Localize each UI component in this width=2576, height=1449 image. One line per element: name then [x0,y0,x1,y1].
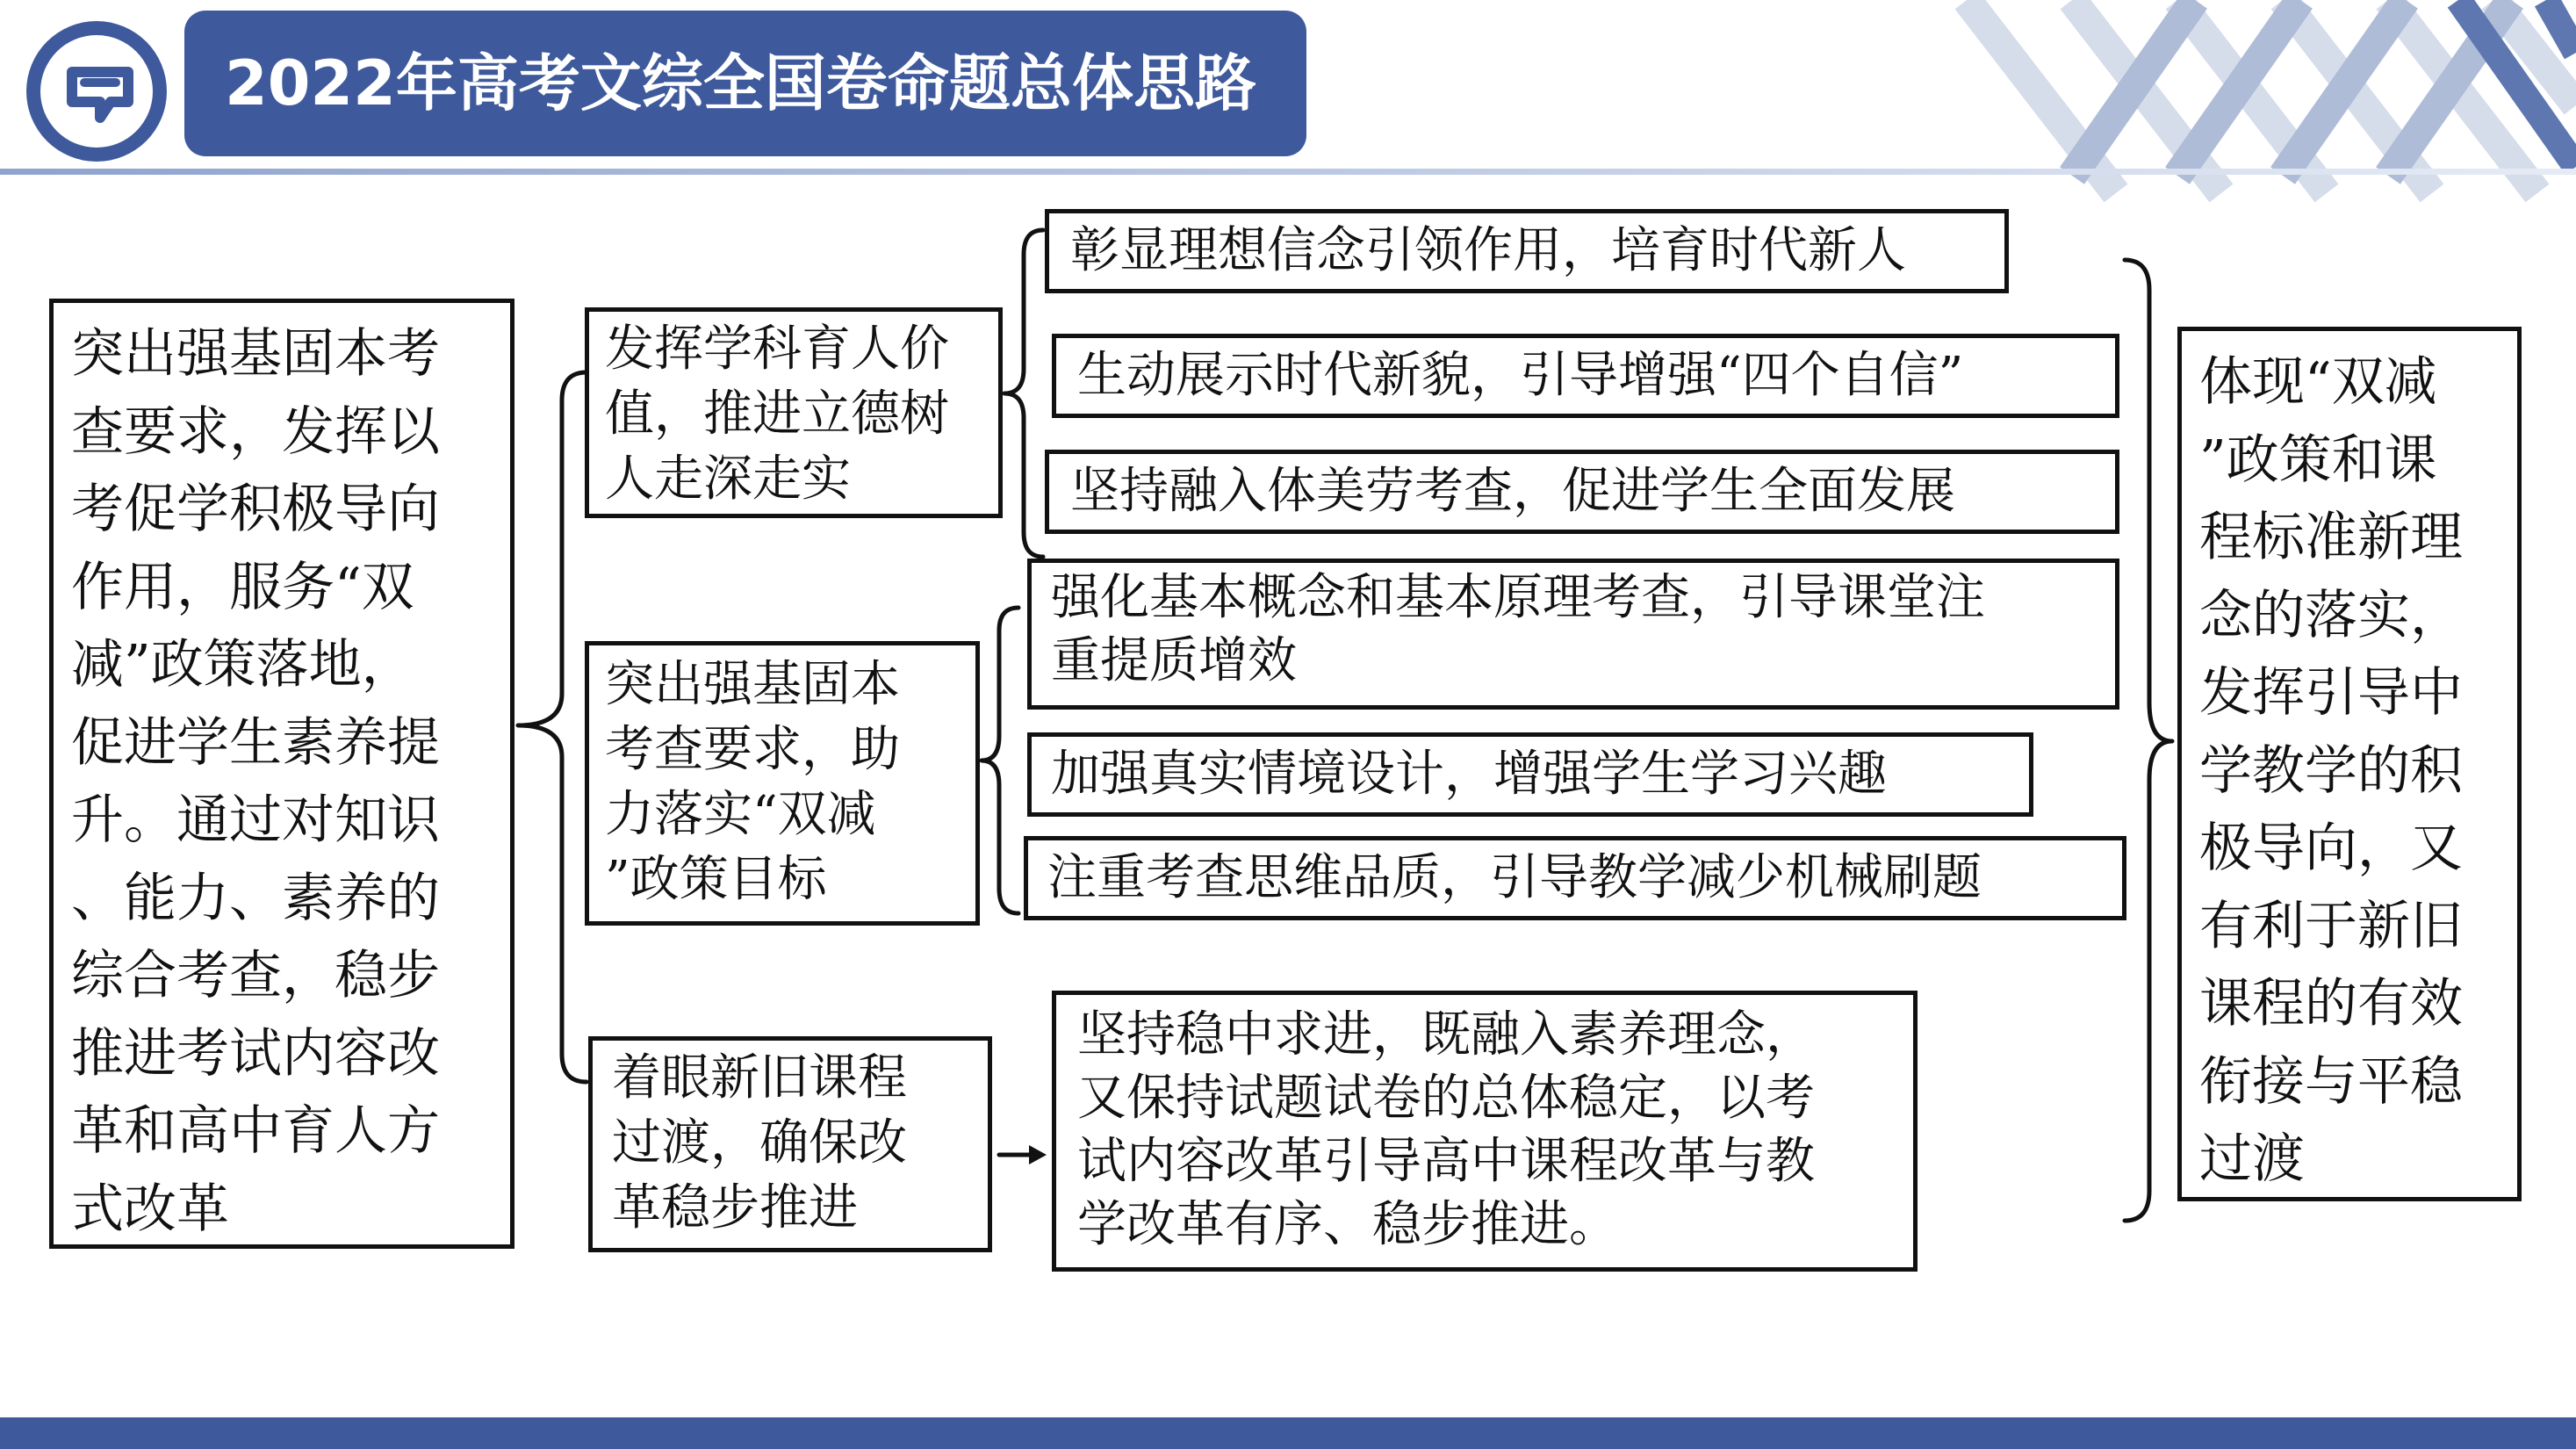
middle-box-2: 突出强基固本 考查要求，助 力落实“双减 ”政策目标 [585,641,980,926]
group2-item-2: 加强真实情境设计，增强学生学习兴趣 [1027,732,2033,817]
right-summary-box: 体现“双减 ”政策和课 程标准新理 念的落实， 发挥引导中 学教学的积 极导向，又 有利于新旧 课程的有效 衔接与平稳 过渡 [2177,327,2522,1201]
footer-bar [0,1417,2576,1449]
group2-item-1: 强化基本概念和基本原理考查，引导课堂注 重提质增效 [1027,559,2119,710]
group1-item-2: 生动展示时代新貌，引导增强“四个自信” [1052,334,2119,418]
brace-left [518,372,586,1082]
group1-item-3: 坚持融入体美劳考查，促进学生全面发展 [1045,450,2119,534]
middle-box-1: 发挥学科育人价 值，推进立德树 人走深走实 [585,307,1003,518]
left-summary-box: 突出强基固本考 查要求，发挥以 考促学积极导向 作用，服务“双 减”政策落地， 促进学生素养提 升。通过对知识 、能力、素养的 综合考查，稳步 推进考试内容改 革和高中育人方 式改革 [49,299,514,1249]
middle-box-3: 着眼新旧课程 过渡，确保改 革稳步推进 [588,1036,992,1252]
brace-right [2125,260,2172,1221]
group2-item-3: 注重考查思维品质，引导教学减少机械刷题 [1024,836,2126,920]
brace-group2 [982,608,1018,913]
group1-item-1: 彰显理想信念引领作用，培育时代新人 [1045,209,2009,293]
brace-group1 [1004,230,1043,557]
page-title: 2022年高考文综全国卷命题总体思路 [184,11,1306,156]
group3-box: 坚持稳中求进，既融入素养理念， 又保持试题试卷的总体稳定，以考 试内容改革引导高中课程改革与教 学改革有序、稳步推进。 [1052,991,1918,1272]
arrow-head-icon [1029,1145,1047,1164]
